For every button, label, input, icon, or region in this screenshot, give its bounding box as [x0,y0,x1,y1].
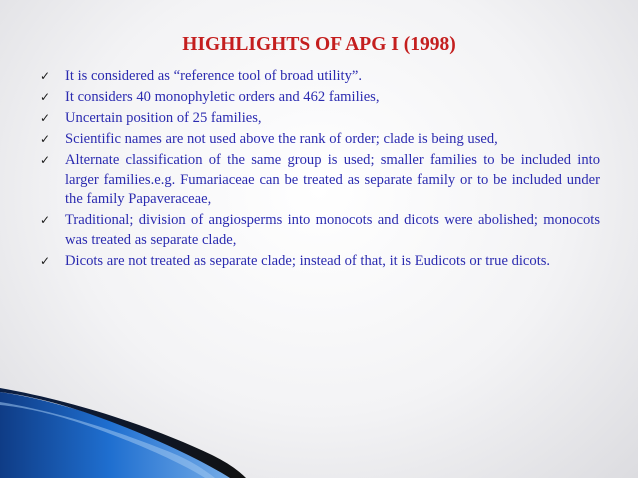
bullet-text: It is considered as “reference tool of broad utility”. [65,68,363,84]
bullet-text: Dicots are not treated as separate clade; instead of that, it is Eudicots or true dicots. [65,252,551,269]
checkmark-icon: ✓ [40,253,51,268]
checkmark-icon: ✓ [40,213,51,227]
bullet-text: It considers 40 monophyletic orders and 462 families, [65,89,380,105]
checkmark-icon: ✓ [40,153,51,167]
checkmark-icon: ✓ [40,69,51,83]
slide-title: HIGHLIGHTS OF APG I (1998) [182,34,456,55]
bullet-text: Scientific names are not used above the rank of order; clade is being used, [65,131,498,147]
bullet-text: Alternate classification of the same group is used; smaller families to be included into larger families.e.g. Fumariaceae can be treated as separate family or to be included under the family Papaveraceae, [65,152,600,207]
checkmark-icon: ✓ [40,90,51,104]
bullet-text: Uncertain position of 25 families, [65,110,262,126]
checkmark-icon: ✓ [40,111,51,125]
checkmark-icon: ✓ [40,132,51,146]
bullet-text: Traditional; division of angiosperms into monocots and dicots were abolished; monocots was treated as separate clade, [65,212,600,248]
